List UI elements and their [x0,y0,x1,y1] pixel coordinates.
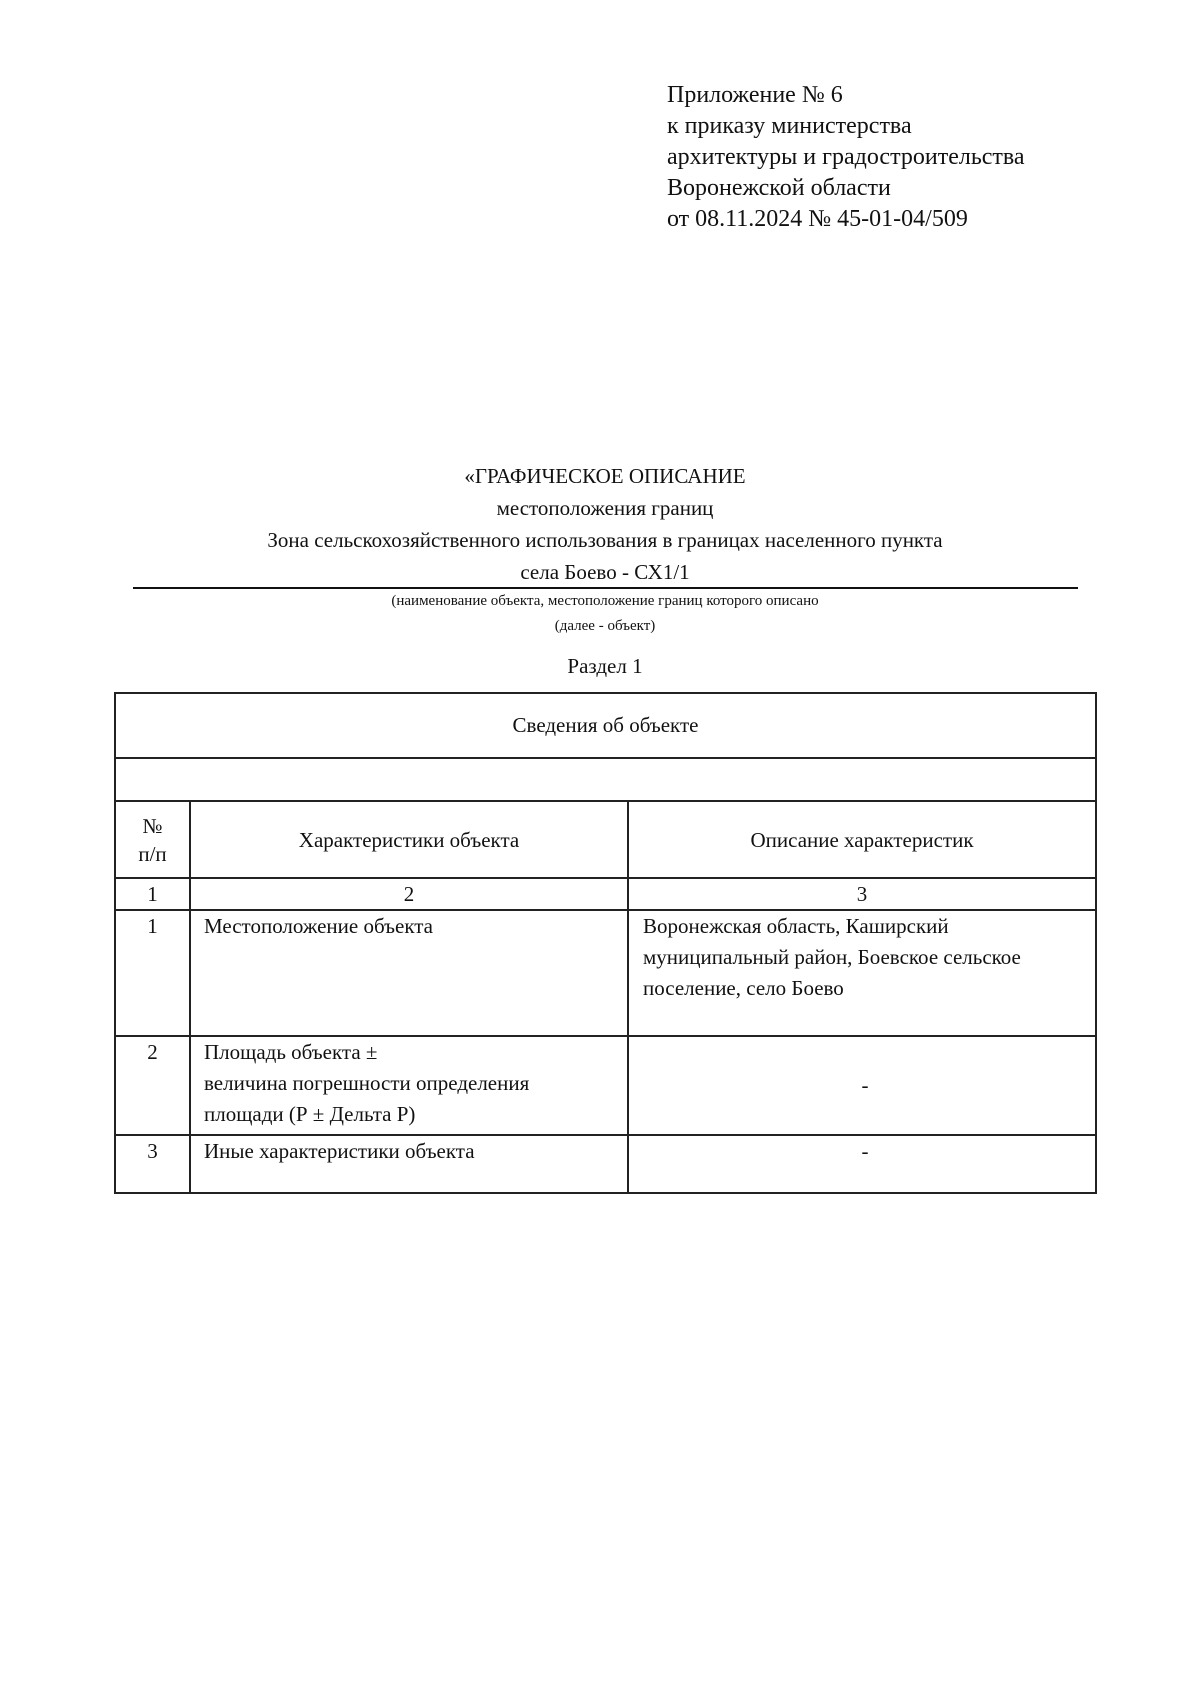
characteristic-line: Площадь объекта ± [204,1040,378,1064]
characteristic-line: величина погрешности определения [204,1071,530,1095]
table-header: Сведения об объекте [115,693,1096,758]
caption-line: (далее - объект) [554,618,656,634]
appendix-note [667,80,1025,235]
characteristic-line: Местоположение объекта [204,914,434,938]
col-header-characteristics: Характеристики объекта [190,801,628,878]
appendix-line: от 08.11.2024 № 45-01-04/509 [667,206,968,232]
document-title [130,460,1080,588]
description-line: - [861,1139,869,1163]
row-description [628,910,1096,1036]
col-header-num-line: № [142,813,163,838]
col-header-num [115,801,190,878]
section-label: Раздел 1 [567,654,643,678]
table-row [115,910,1096,1036]
row-description [628,1135,1096,1193]
title-line: местоположения границ [496,496,714,520]
col-header-description: Описание характеристик [628,801,1096,878]
title-line: села Боево - СХ1/1 [520,560,690,584]
row-number: 3 [115,1135,190,1193]
row-characteristic [190,1036,628,1135]
table-row [115,1036,1096,1135]
appendix-line: к приказу министерства [667,113,912,139]
col-number: 2 [190,878,628,910]
column-numbers-row [115,878,1096,910]
title-caption [130,589,1080,639]
col-header-num-line: п/п [138,841,167,866]
appendix-line: архитектуры и градостроительства [667,144,1025,170]
column-headers-row [115,801,1096,878]
row-description [628,1036,1096,1135]
description-line: - [861,1073,869,1097]
title-line: Зона сельскохозяйственного использования в границах населенного пункта [267,528,943,552]
title-line: «ГРАФИЧЕСКОЕ ОПИСАНИЕ [464,464,746,488]
caption-line: (наименование объекта, местоположение границ которого описано [391,593,819,609]
table-blank-row [115,758,1096,801]
blank-cell [115,758,1096,801]
table-header-row [115,693,1096,758]
description-line: поселение, село Боево [643,976,844,1000]
description-line: Воронежская область, Каширский [643,914,949,938]
table-row [115,1135,1096,1193]
col-number: 3 [628,878,1096,910]
appendix-line: Воронежской области [667,175,891,201]
characteristic-line: площади (Р ± Дельта Р) [204,1102,416,1126]
appendix-line: Приложение № 6 [667,82,843,108]
description-line: муниципальный район, Боевское сельское [643,945,1021,969]
col-number: 1 [115,878,190,910]
row-number: 2 [115,1036,190,1135]
row-characteristic [190,1135,628,1193]
characteristic-line: Иные характеристики объекта [204,1139,475,1163]
object-info-table [114,692,1097,1194]
row-number: 1 [115,910,190,1036]
row-characteristic [190,910,628,1036]
